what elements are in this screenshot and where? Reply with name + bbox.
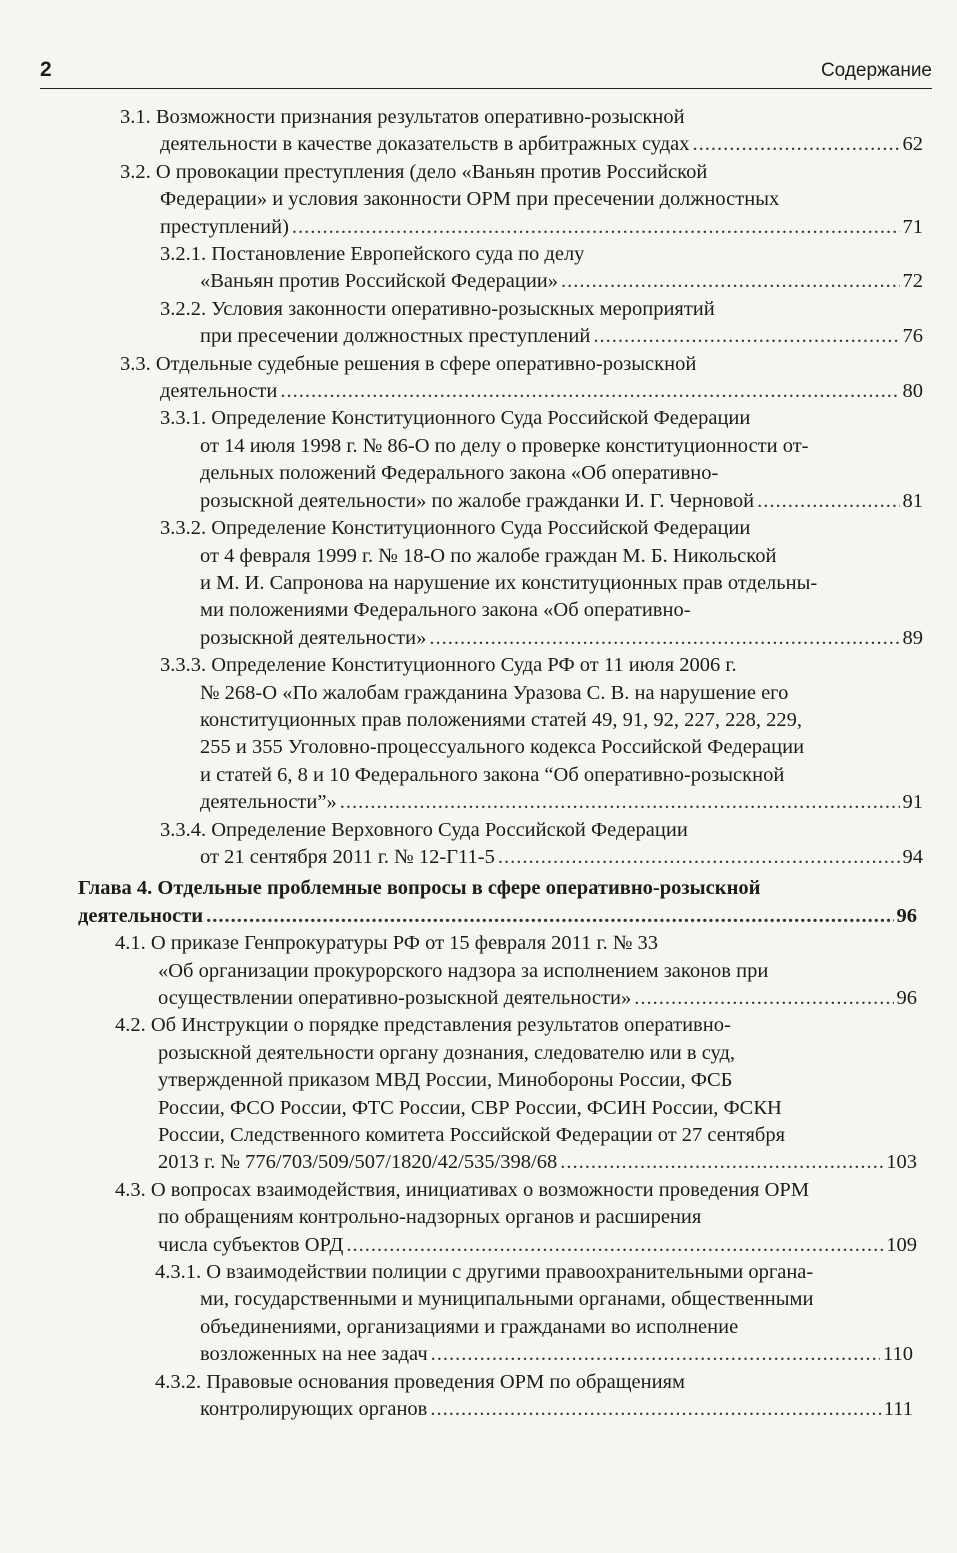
table-of-contents xyxy=(0,104,957,1424)
toc-entry-line: 4.3.2. Правовые основания проведения ОРМ по обращениям xyxy=(155,1370,685,1393)
toc-entry-last-line xyxy=(200,323,923,350)
toc-entry-text: розыскной деятельности» xyxy=(200,626,427,649)
toc-page-number: 111 xyxy=(883,1398,913,1421)
toc-entry-line: 4.3.1. О взаимодействии полиции с другими правоохранительными органа- xyxy=(155,1261,814,1284)
toc-entry-line: 3.2.2. Условия законности оперативно-розыскных мероприятий xyxy=(160,297,715,320)
toc-page-number: 91 xyxy=(902,791,923,814)
toc-entry xyxy=(0,1259,913,1369)
toc-page-number: 62 xyxy=(902,133,923,156)
toc-entry-last-line xyxy=(200,625,923,652)
toc-entry-line: 3.2. О провокации преступления (дело «Ваньян против Российской xyxy=(120,160,708,183)
toc-entry-line: Федерации» и условия законности ОРМ при пресечении должностных xyxy=(160,188,780,211)
toc-entry xyxy=(0,405,923,515)
toc-entry-last-line xyxy=(160,378,923,405)
dot-leader xyxy=(429,625,899,652)
toc-entry-text: деятельности xyxy=(160,380,278,403)
toc-entry-line: России, Следственного комитета Российской Федерации от 27 сентября xyxy=(158,1124,786,1147)
dot-leader xyxy=(498,844,900,871)
toc-chapter-entry xyxy=(0,875,917,930)
toc-entry-line: 255 и 355 Уголовно-процессуального кодекса Российской Федерации xyxy=(200,736,805,759)
toc-entry-text: 2013 г. № 776/703/509/507/1820/42/535/398/68 xyxy=(158,1151,558,1174)
toc-entry-text: розыскной деятельности» по жалобе гражданки И. Г. Черновой xyxy=(200,489,755,512)
toc-page-number: 89 xyxy=(902,626,923,649)
toc-entry xyxy=(0,652,923,816)
toc-entry-line: 3.3.3. Определение Конституционного Суда РФ от 11 июля 2006 г. xyxy=(160,654,737,677)
toc-entry-line: «Об организации прокурорского надзора за исполнением законов при xyxy=(158,959,769,982)
toc-page-number: 94 xyxy=(902,845,923,868)
dot-leader xyxy=(693,131,900,158)
toc-entry-text: контролирующих органов xyxy=(200,1398,428,1421)
toc-entry-text: осуществлении оперативно-розыскной деятельности» xyxy=(158,987,632,1009)
toc-entry xyxy=(0,515,923,652)
dot-leader xyxy=(431,1341,880,1368)
toc-entry-text: возложенных на нее задач xyxy=(200,1343,428,1366)
toc-entry-line: объединениями, организациями и гражданами во исполнение xyxy=(200,1315,739,1338)
toc-entry-last-line xyxy=(200,268,923,295)
dot-leader xyxy=(757,488,899,515)
toc-entry-line: России, ФСО России, ФТС России, СВР России, ФСИН России, ФСКН xyxy=(158,1096,782,1119)
dot-leader xyxy=(292,214,900,241)
toc-entry-line: Глава 4. Отдельные проблемные вопросы в сфере оперативно-розыскной xyxy=(78,877,761,900)
toc-page-number: 76 xyxy=(902,325,923,348)
toc-entry-text: деятельности”» xyxy=(200,791,337,814)
toc-entry-line: 3.1. Возможности признания результатов оперативно-розыскной xyxy=(120,106,685,128)
toc-entry xyxy=(0,1177,917,1259)
toc-entry-last-line xyxy=(200,789,923,816)
toc-entry-text: при пресечении должностных преступлений xyxy=(200,325,591,348)
toc-entry-line: конституционных прав положениями статей 49, 91, 92, 227, 228, 229, xyxy=(200,708,803,731)
toc-entry-line: 4.2. Об Инструкции о порядке представления результатов оперативно- xyxy=(115,1014,731,1037)
dot-leader xyxy=(430,1396,880,1423)
toc-page-number: 81 xyxy=(902,489,923,512)
toc-page-number: 96 xyxy=(896,904,917,927)
toc-entry xyxy=(0,104,923,159)
dot-leader xyxy=(561,268,899,295)
toc-entry-line: от 4 февраля 1999 г. № 18-О по жалобе граждан М. Б. Никольской xyxy=(200,544,777,567)
toc-page-number: 110 xyxy=(883,1343,913,1366)
toc-entry xyxy=(0,1012,917,1176)
toc-entry-line: 3.3.4. Определение Верховного Суда Российской Федерации xyxy=(160,818,688,841)
toc-entry-last-line xyxy=(78,903,917,930)
toc-page-number: 109 xyxy=(886,1233,917,1256)
toc-entry-last-line xyxy=(200,1341,913,1368)
toc-entry-line: утвержденной приказом МВД России, Минобороны России, ФСБ xyxy=(158,1069,733,1092)
toc-entry-text: деятельности в качестве доказательств в арбитражных судах xyxy=(160,133,690,156)
toc-entry-last-line xyxy=(160,214,923,241)
toc-entry xyxy=(0,817,923,872)
toc-entry-line: 3.3.2. Определение Конституционного Суда Российской Федерации xyxy=(160,517,751,540)
toc-page-number: 71 xyxy=(902,215,923,238)
toc-entry-line: 3.3. Отдельные судебные решения в сфере оперативно-розыскной xyxy=(120,352,697,375)
dot-leader xyxy=(346,1232,883,1259)
toc-entry-text: преступлений) xyxy=(160,215,289,238)
page-header xyxy=(40,58,932,89)
toc-entry-line: ми, государственными и муниципальными органами, общественными xyxy=(200,1288,814,1311)
toc-entry-line: ми положениями Федерального закона «Об оперативно- xyxy=(200,599,691,622)
toc-entry-line: от 14 июля 1998 г. № 86-О по делу о проверке конституционности от- xyxy=(200,434,809,457)
toc-entry-last-line xyxy=(200,844,923,871)
toc-entry-line: 3.2.1. Постановление Европейского суда по делу xyxy=(160,243,585,266)
toc-entry-line: 4.1. О приказе Генпрокуратуры РФ от 15 февраля 2011 г. № 33 xyxy=(115,932,659,955)
toc-entry-text: от 21 сентября 2011 г. № 12-Г11-5 xyxy=(200,845,495,868)
toc-entry-last-line xyxy=(200,1396,913,1423)
dot-leader xyxy=(560,1149,883,1176)
toc-entry-last-line xyxy=(158,1149,917,1176)
toc-entry-line: дельных положений Федерального закона «Об оперативно- xyxy=(200,462,719,485)
toc-entry-text: деятельности xyxy=(78,904,204,927)
toc-entry-text: числа субъектов ОРД xyxy=(158,1233,344,1256)
toc-entry-last-line xyxy=(158,985,917,1012)
toc-entry xyxy=(0,159,923,241)
dot-leader xyxy=(340,789,900,816)
toc-entry-last-line xyxy=(160,131,923,158)
toc-page-number: 96 xyxy=(896,987,917,1009)
toc-page-number: 72 xyxy=(902,270,923,293)
toc-page-number: 103 xyxy=(886,1151,917,1174)
toc-page-number: 80 xyxy=(902,380,923,403)
toc-entry xyxy=(0,930,917,1012)
toc-entry xyxy=(0,1369,913,1424)
toc-entry-line: № 268-О «По жалобам гражданина Уразова С. В. на нарушение его xyxy=(200,681,789,704)
toc-entry-line: 3.3.1. Определение Конституционного Суда Российской Федерации xyxy=(160,407,751,430)
toc-entry xyxy=(0,351,923,406)
toc-entry-line: 4.3. О вопросах взаимодействия, инициативах о возможности проведения ОРМ xyxy=(115,1178,810,1201)
toc-entry-line: и статей 6, 8 и 10 Федерального закона “Об оперативно-розыскной xyxy=(200,763,785,786)
toc-entry-line: по обращениям контрольно-надзорных органов и расширения xyxy=(158,1206,702,1229)
dot-leader xyxy=(634,985,893,1012)
toc-entry xyxy=(0,296,923,351)
toc-entry-last-line xyxy=(200,488,923,515)
toc-entry-line: розыскной деятельности органу дознания, следователю или в суд, xyxy=(158,1041,736,1064)
dot-leader xyxy=(206,903,893,930)
page-number: 2 xyxy=(40,58,52,81)
dot-leader xyxy=(593,323,899,350)
toc-entry-last-line xyxy=(158,1232,917,1259)
toc-entry xyxy=(0,241,923,296)
toc-entry-text: «Ваньян против Российской Федерации» xyxy=(200,270,559,293)
running-title: Содержание xyxy=(820,60,932,81)
dot-leader xyxy=(280,378,899,405)
toc-entry-line: и М. И. Сапронова на нарушение их конституционных прав отдельны- xyxy=(200,571,818,594)
